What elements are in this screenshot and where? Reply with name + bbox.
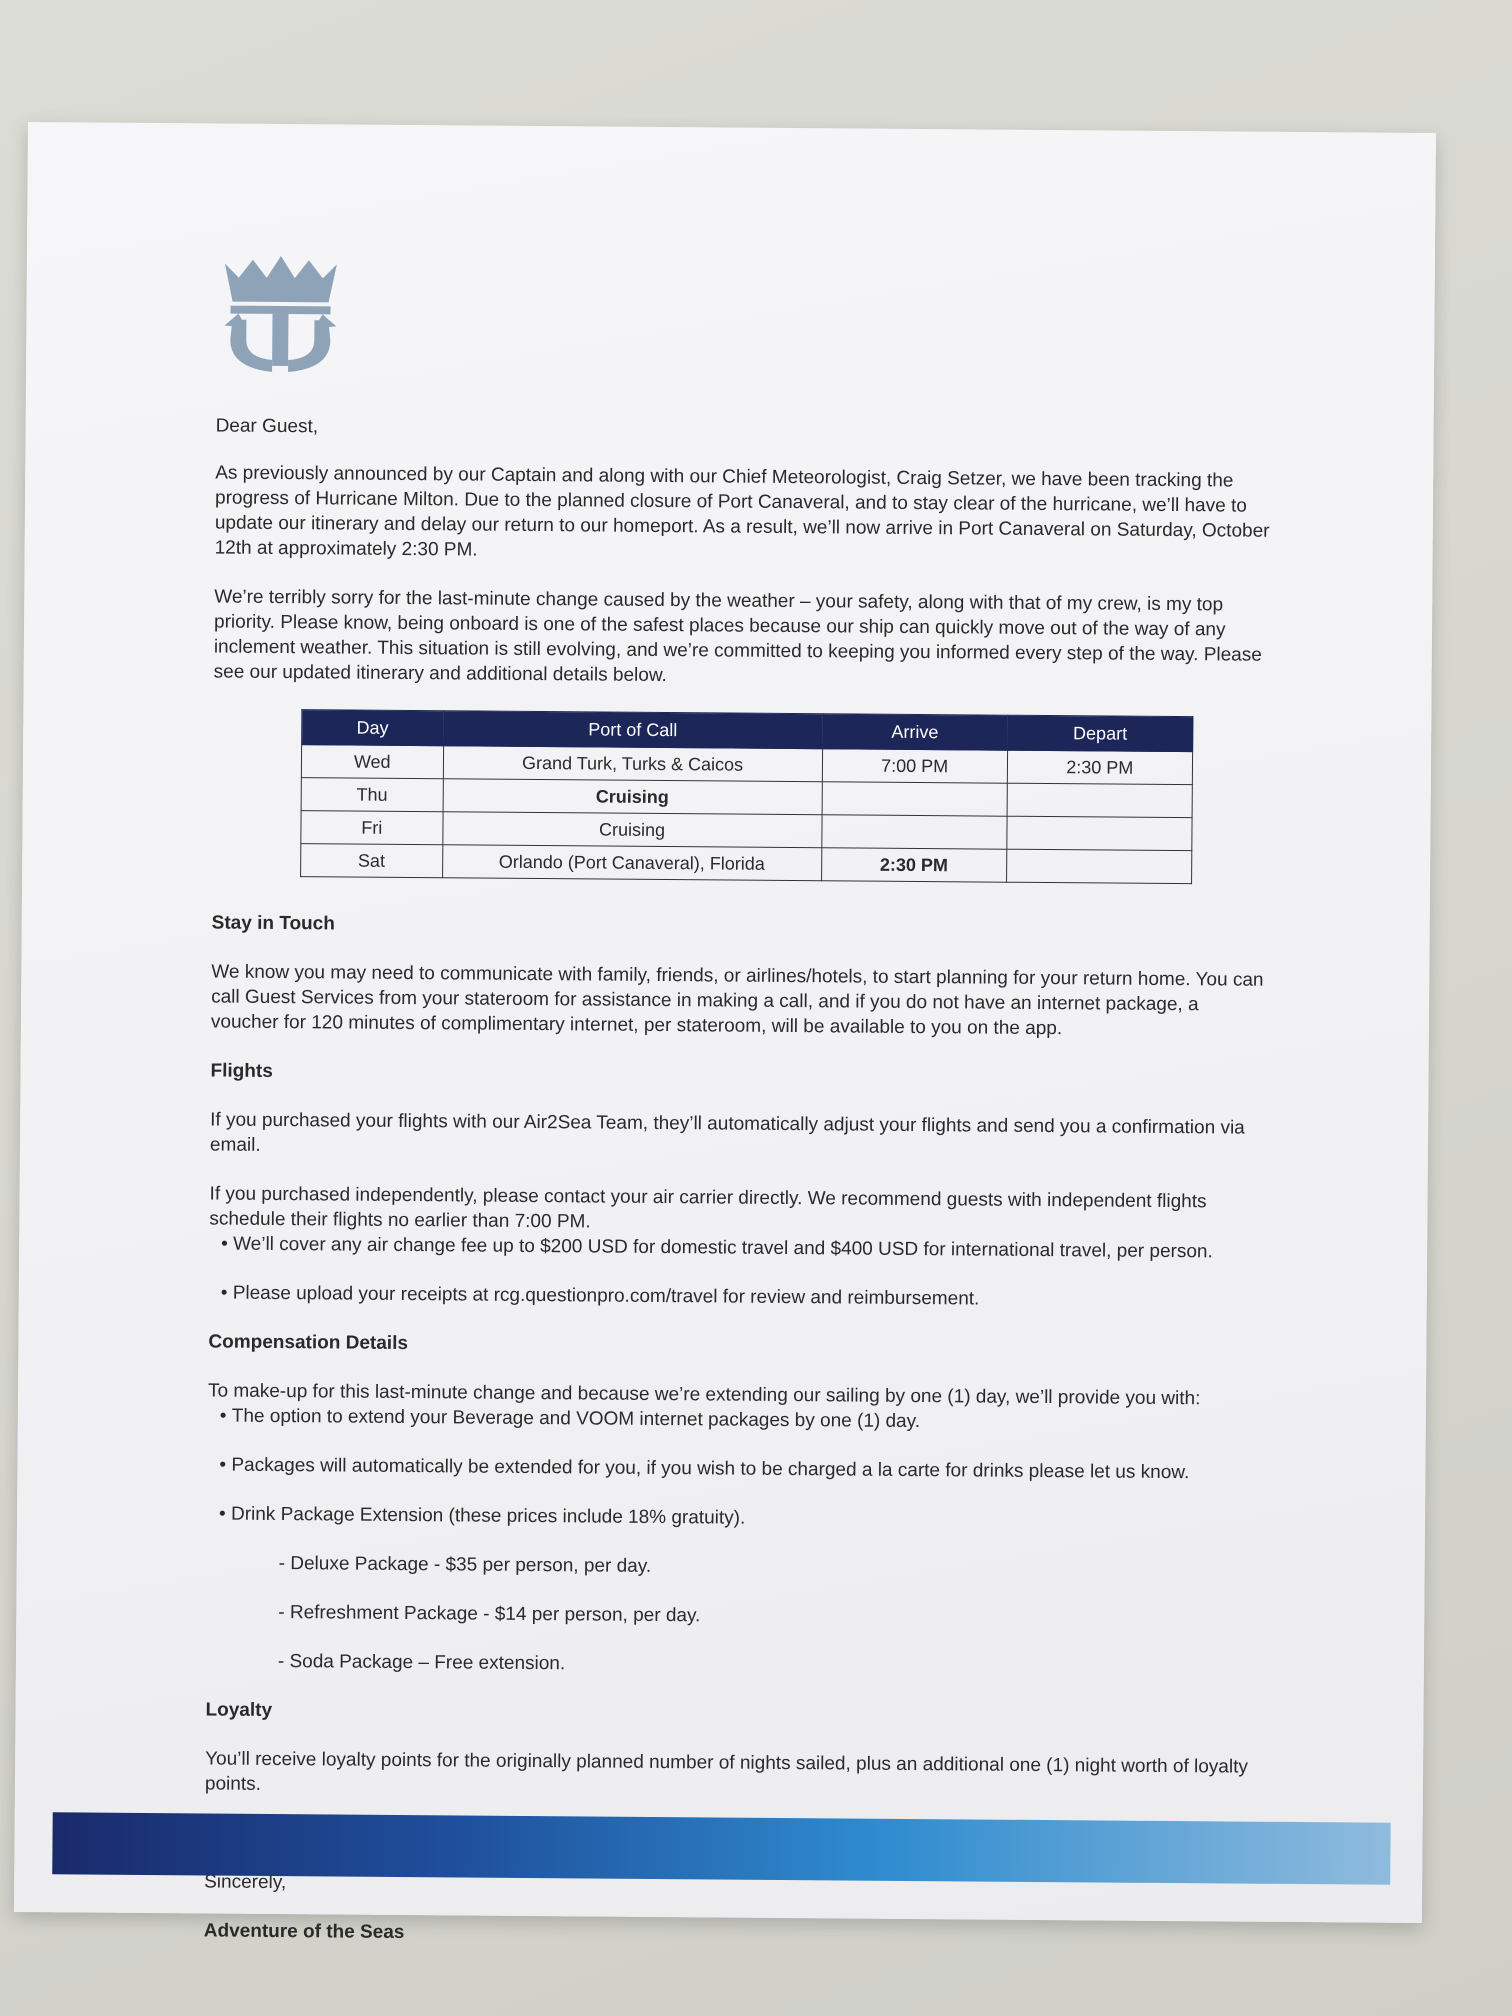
compensation-sub-refreshment: - Refreshment Package - $14 per person, per day. <box>206 1599 1266 1632</box>
table-cell <box>821 815 1006 849</box>
flights-text-air2sea: If you purchased your flights with our Air2Sea Team, they’ll automatically adjust your flights and send you a confirmation via email. <box>209 1109 1245 1156</box>
table-cell: Grand Turk, Turks & Caicos <box>443 746 822 782</box>
paragraph-announcement: As previously announced by our Captain and along with our Chief Meteorologist, Craig Setzer, we have been tracking the progress of Hurricane Milton. Due to the planned closure of Port Canaveral, and to stay clear of the hurricane, we’ll have to update our itinerary and delay our return to our homeport. As a result, we’ll now arrive in Port Canaveral on Saturday, October 12th at approximately 2:30 PM. <box>214 462 1270 561</box>
table-row <box>301 844 1192 884</box>
table-cell <box>822 782 1007 816</box>
table-cell: 2:30 PM <box>821 848 1006 882</box>
paragraph-apology: We’re terribly sorry for the last-minute change caused by the weather – your safety, along with that of my crew, is my top priority. Please know, being onboard is one of the safest places because our ship can quickly move out of the way of any inclement weather. This situation is still evolving, and we’re committed to keeping you informed every step of the way. Please see our updated itinerary and additional details below. <box>213 586 1262 687</box>
flights-text-independent: If you purchased independently, please contact your air carrier directly. We recommend guests with independent flights schedule their flights no earlier than 7:00 PM. <box>209 1183 1207 1233</box>
compensation-heading: Compensation Details <box>208 1331 409 1355</box>
flights-heading: Flights <box>210 1060 273 1082</box>
loyalty-heading: Loyalty <box>205 1699 273 1721</box>
column-header-port: Port of Call <box>443 711 822 749</box>
table-cell: 7:00 PM <box>822 749 1007 783</box>
table-cell <box>1007 783 1193 817</box>
table-cell: Sat <box>301 844 443 878</box>
table-cell: Thu <box>301 778 443 812</box>
compensation-bullet-auto: • Packages will automatically be extended for you, if you wish to be charged a la carte for drinks please let us know. <box>207 1452 1267 1485</box>
compensation-bullet-extend: • The option to extend your Beverage and VOOM internet packages by one (1) day. <box>208 1403 1268 1436</box>
signature: Adventure of the Seas <box>203 1920 405 1944</box>
letter-body <box>204 413 1276 1975</box>
table-cell: Cruising <box>443 779 822 815</box>
table-cell: 2:30 PM <box>1007 750 1193 784</box>
signoff: Sincerely, <box>204 1871 287 1894</box>
table-cell: Fri <box>301 811 443 845</box>
compensation-sub-deluxe: - Deluxe Package - $35 per person, per day. <box>207 1550 1267 1583</box>
column-header-day: Day <box>302 710 444 746</box>
footer-gradient-band <box>52 1812 1390 1885</box>
table-cell: Orlando (Port Canaveral), Florida <box>442 845 821 881</box>
flights-bullet-fee: • We’ll cover any air change fee up to $200 USD for domestic travel and $400 USD for international travel, per person. <box>209 1231 1269 1264</box>
stay-in-touch-heading: Stay in Touch <box>211 912 335 935</box>
column-header-depart: Depart <box>1007 715 1193 751</box>
stay-in-touch-text: We know you may need to communicate with family, friends, or airlines/hotels, to start planning for your return home. You can call Guest Services from your stateroom for assistance in making a call, and if you do not have an internet package, a voucher for 120 minutes of complimentary internet, per stateroom, will be available to you on the app. <box>210 961 1264 1040</box>
column-header-arrive: Arrive <box>822 714 1007 750</box>
salutation: Dear Guest, <box>215 415 319 438</box>
table-cell <box>1007 816 1193 850</box>
loyalty-text: You’ll receive loyalty points for the originally planned number of nights sailed, plus an additional one (1) night worth of loyalty points. <box>204 1748 1249 1795</box>
compensation-bullet-drink: • Drink Package Extension (these prices include 18% gratuity). <box>207 1501 1267 1534</box>
itinerary-table <box>300 709 1193 884</box>
letter-page <box>14 122 1436 1944</box>
table-cell: Cruising <box>442 812 821 848</box>
compensation-sub-soda: - Soda Package – Free extension. <box>206 1648 1266 1681</box>
crown-anchor-logo-icon <box>222 254 339 377</box>
flights-bullet-receipts: • Please upload your receipts at rcg.questionpro.com/travel for review and reimbursement. <box>209 1280 1269 1313</box>
table-cell <box>1006 849 1192 883</box>
compensation-intro: To make-up for this last-minute change and because we’re extending our sailing by one (1) day, we’ll provide you with: <box>207 1380 1201 1410</box>
table-cell: Wed <box>301 745 443 779</box>
